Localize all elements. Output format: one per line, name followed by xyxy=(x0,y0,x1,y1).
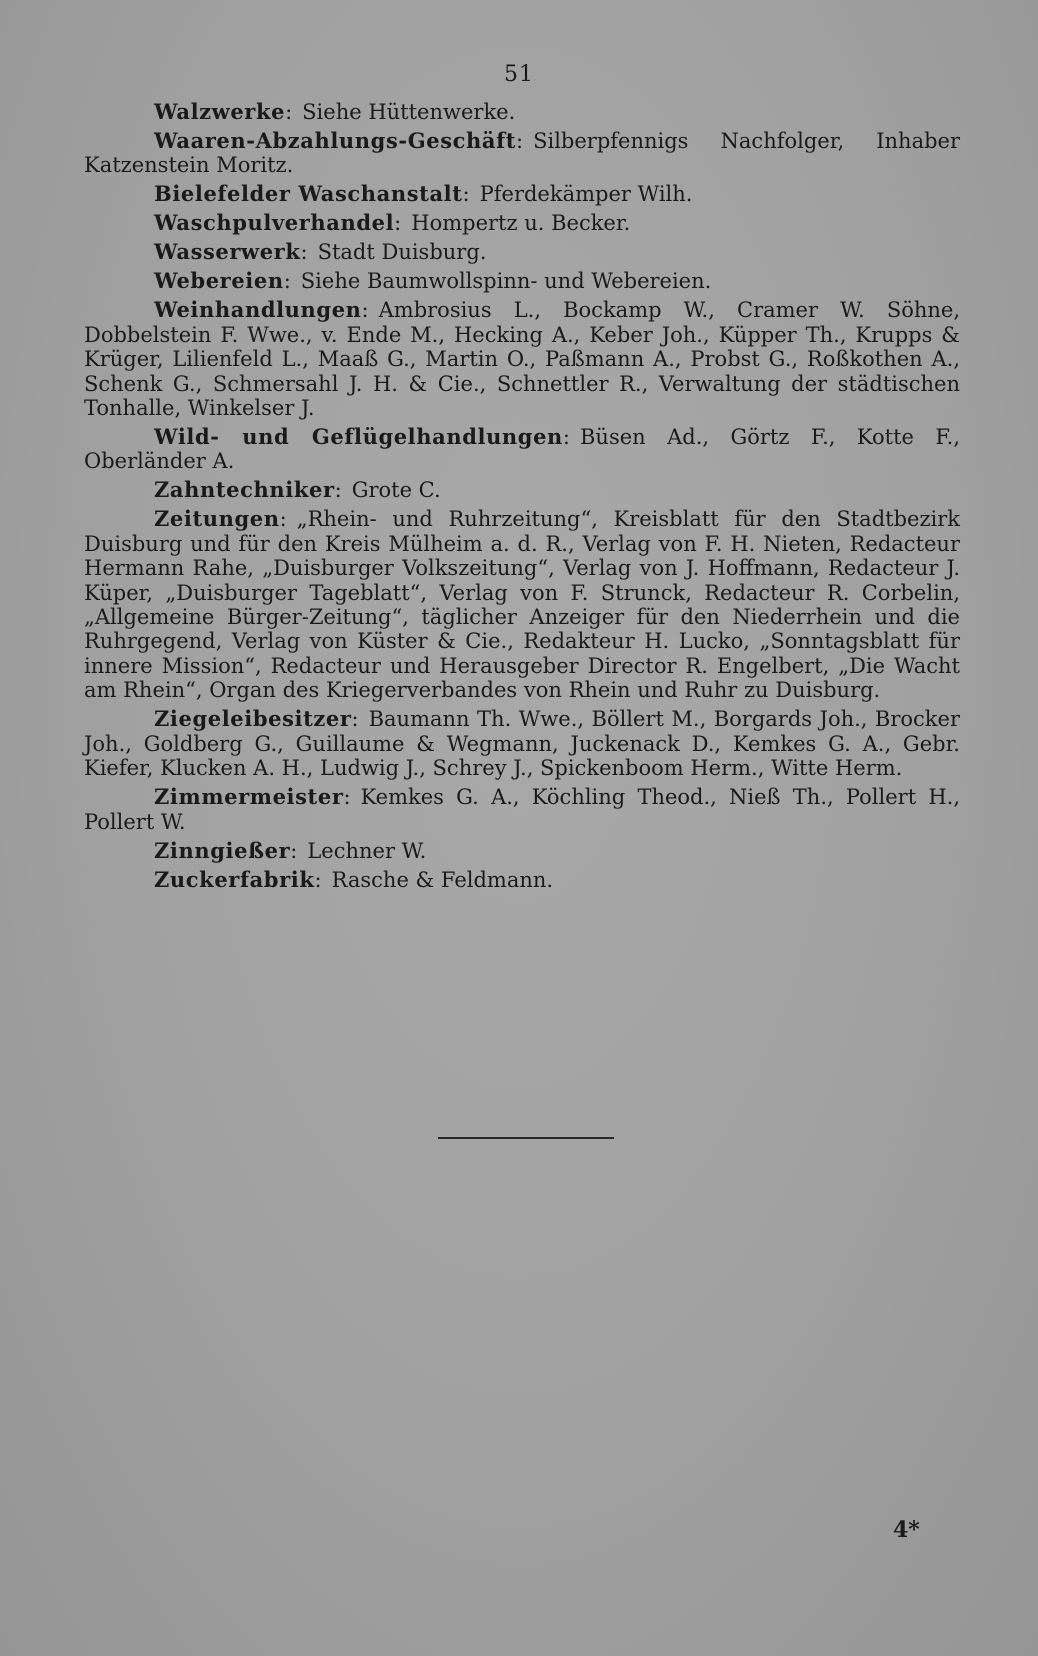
entry-text: Kemkes G. A., Köchling Theod., Nieß Th., Pollert H., Pollert W. xyxy=(84,785,960,834)
directory-entry xyxy=(84,100,960,124)
directory-entry xyxy=(84,211,960,235)
entry-text: Stadt Duisburg. xyxy=(317,240,487,265)
entry-term: Zuckerfabrik xyxy=(154,866,315,892)
term-separator: : xyxy=(285,100,293,124)
term-separator: : xyxy=(351,707,359,732)
entry-text: Baumann Th. Wwe., Böllert M., Borgards Joh., Brocker Joh., Goldberg G., Guillaume & Wegmann, Juckenack D., Kemkes G. A., Gebr. Kiefer, Klucken A. H., Ludwig J., Schrey J., Spickenboom Herm., Witte Herm. xyxy=(84,707,960,781)
entry-text: Büsen Ad., Görtz F., Kotte F., Oberländer A. xyxy=(84,425,960,474)
entry-term: Walzwerke xyxy=(154,99,286,124)
term-separator: : xyxy=(562,425,570,450)
term-separator: : xyxy=(300,240,308,265)
term-separator: : xyxy=(290,838,298,863)
signature-mark: 4* xyxy=(893,1517,920,1543)
entry-text: Siehe Hüttenwerke. xyxy=(302,100,516,124)
directory-entry xyxy=(84,839,960,863)
term-separator: : xyxy=(334,478,342,503)
section-divider xyxy=(438,1137,614,1139)
entry-text: „Rhein- und Ruhrzeitung“, Kreisblatt für den Stadtbezirk Duisburg und für den Kreis Mülheim a. d. R., Verlag von F. H. Nieten, Redacteur Hermann Rahe, „Duisburger Volkszeitung“, Verlag von J. Hoffmann, Redacteur J. Küper, „Duisburger Tageblatt“, Verlag von F. Strunck, Redacteur R. Corbelin, „Allgemeine Bürger-Zeitung“, täglicher Anzeiger für den Niederrhein und die Ruhrgegend, Verlag von Küster & Cie., Redakteur H. Lucko, „Sonntagsblatt für innere Mission“, Redacteur und Herausgeber Director R. Engelbert, „Die Wacht am Rhein“, Organ des Kriegerverbandes von Rhein und Ruhr zu Duisburg. xyxy=(84,507,960,703)
entry-term: Zeitungen xyxy=(154,506,280,532)
directory-entry xyxy=(84,478,960,502)
entry-text: Grote C. xyxy=(351,478,441,503)
directory-entry xyxy=(84,785,960,834)
directory-entry xyxy=(84,182,960,206)
entry-text: Silberpfennigs Nachfolger, Inhaber Katzenstein Moritz. xyxy=(84,129,960,178)
directory-entry xyxy=(84,425,960,474)
directory-entries xyxy=(84,100,960,897)
term-separator: : xyxy=(462,182,470,207)
entry-term: Waschpulverhandel xyxy=(154,210,395,236)
entry-term: Zinngießer xyxy=(154,837,291,863)
directory-entry xyxy=(84,507,960,702)
entry-term: Waaren-Abzahlungs-Geschäft xyxy=(154,128,517,153)
entry-term: Wasserwerk xyxy=(154,239,301,265)
entry-term: Webereien xyxy=(154,268,284,294)
entry-text: Lechner W. xyxy=(307,838,427,863)
term-separator: : xyxy=(516,129,524,153)
entry-term: Zahntechniker xyxy=(154,477,335,503)
directory-entry xyxy=(84,298,960,420)
directory-entry xyxy=(84,707,960,780)
directory-entry xyxy=(84,868,960,892)
page-number: 51 xyxy=(504,62,534,87)
term-separator: : xyxy=(279,507,287,532)
term-separator: : xyxy=(361,298,369,323)
entry-term: Weinhandlungen xyxy=(154,297,362,323)
entry-text: Pferdekämper Wilh. xyxy=(479,182,693,207)
entry-term: Wild- und Geflügelhandlungen xyxy=(154,424,563,450)
term-separator: : xyxy=(394,211,402,236)
entry-text: Ambrosius L., Bockamp W., Cramer W. Söhne, Dobbelstein F. Wwe., v. Ende M., Hecking A., Keber Joh., Küpper Th., Krupps & Krüger, Lilienfeld L., Maaß G., Martin O., Paßmann A., Probst G., Roßkothen A., Schenk G., Schmersahl J. H. & Cie., Schnettler R., Verwaltung der städtischen Tonhalle, Winkelser J. xyxy=(84,298,960,421)
term-separator: : xyxy=(314,867,322,892)
directory-entry xyxy=(84,240,960,264)
entry-term: Bielefelder Waschanstalt xyxy=(154,181,463,207)
term-separator: : xyxy=(343,785,351,810)
entry-term: Ziegeleibesitzer xyxy=(154,706,352,732)
directory-entry xyxy=(84,269,960,293)
entry-text: Rasche & Feldmann. xyxy=(331,867,554,892)
entry-text: Siehe Baumwollspinn- und Webereien. xyxy=(300,269,712,294)
entry-text: Hompertz u. Becker. xyxy=(411,211,631,236)
term-separator: : xyxy=(283,269,291,294)
entry-term: Zimmermeister xyxy=(154,784,344,810)
directory-entry xyxy=(84,129,960,178)
